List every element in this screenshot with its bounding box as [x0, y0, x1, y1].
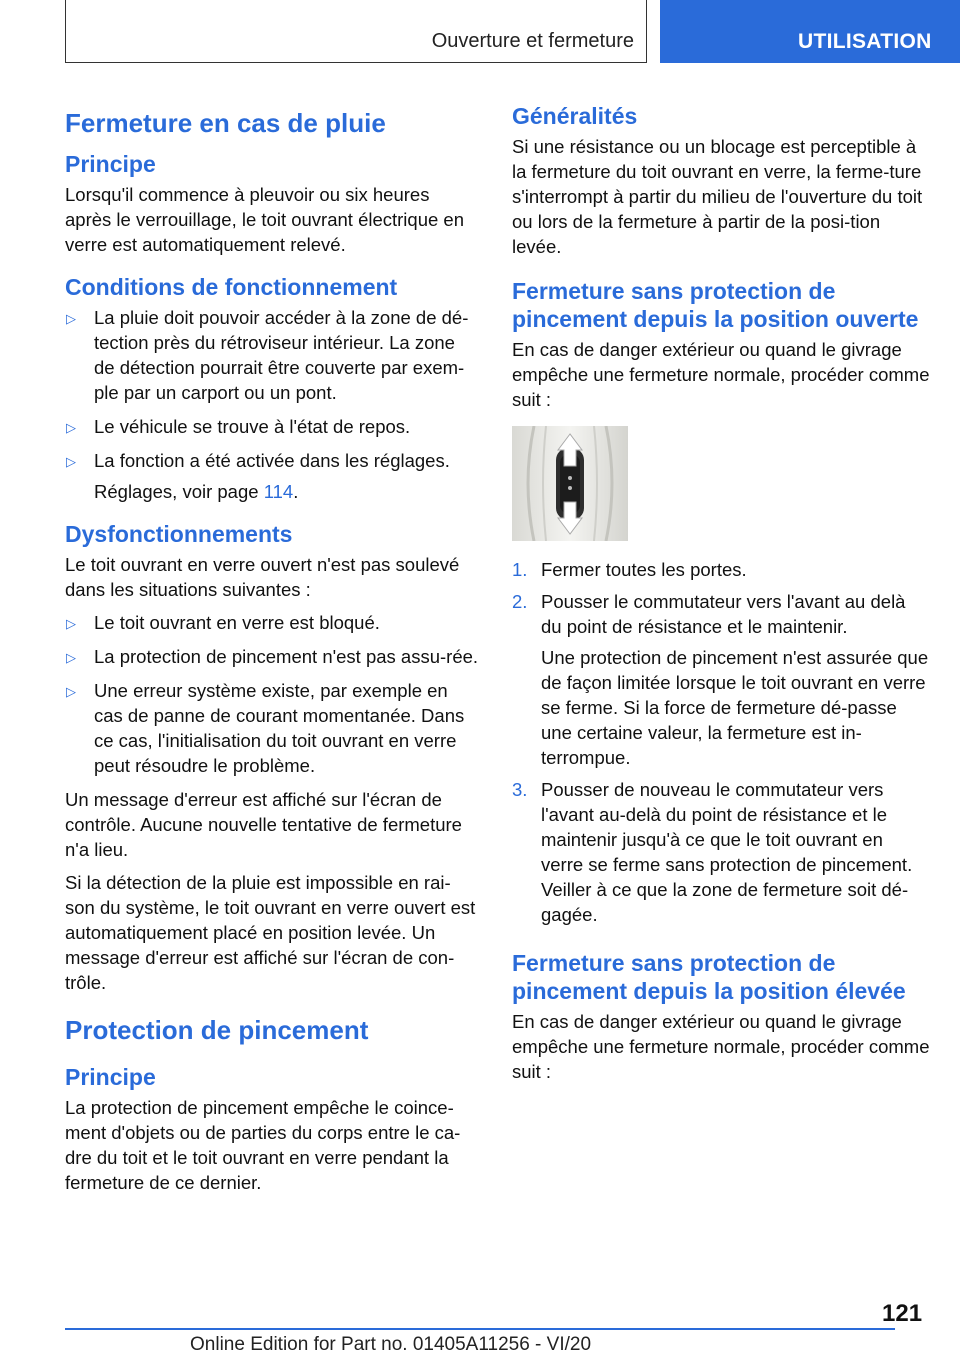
list-item: ▷ La pluie doit pouvoir accéder à la zone de dé-tection près du rétroviseur intérieur. La zone de détection pourrait être couverte par exem-ple par un carport ou un pont.	[66, 307, 469, 403]
steps-list	[512, 557, 930, 927]
dysf-intro: Le toit ouvrant en verre ouvert n'est pas soulevé dans les situations suivantes :	[65, 554, 460, 600]
header-section-title: Ouverture et fermeture	[431, 30, 634, 52]
triangle-bullet-icon: ▷	[66, 650, 76, 665]
list-item: 2. Pousser le commutateur vers l'avant au delà du point de résistance et le maintenir. Une protection de pincement n'est assurée que de façon limitée lorsque le toit ouvrant en verre se ferme. Si la force de fermeture dé-passe une certaine valeur, la fermeture est in-terrompue.	[512, 591, 929, 768]
footer-divider	[65, 1328, 895, 1330]
step-number: 1.	[512, 559, 528, 580]
list-item: ▷ La fonction a été activée dans les réglages. Réglages, voir page 114.	[65, 448, 480, 504]
triangle-bullet-icon: ▷	[66, 684, 76, 699]
list-item: ▷ Le véhicule se trouve à l'état de repos.	[65, 414, 480, 439]
footer-edition: Online Edition for Part no. 01405A11256 - VI/20	[190, 1334, 592, 1355]
list-item: ▷ Le toit ouvrant en verre est bloqué.	[65, 610, 480, 635]
section-title-rain-closing: Fermeture en cas de pluie	[65, 108, 386, 138]
settings-reference: Réglages, voir page 114.	[94, 481, 299, 502]
heading-dysfonctionnements: Dysfonctionnements	[65, 521, 293, 547]
page-number: 121	[882, 1300, 923, 1327]
step-note: Une protection de pincement n'est assurée que de façon limitée lorsque le toit ouvrant en verre se ferme. Si la force de fermeture dé-passe une certaine valeur, la fermeture est in-terrompue.	[541, 647, 929, 768]
heading-closing-raised-position: Fermeture sans protection de pincement depuis la position élevée	[512, 950, 906, 1004]
list-item: ▷ Une erreur système existe, par exemple en cas de panne de courant momentanée. Dans ce cas, l'initialisation du toit ouvrant en verre peut résoudre le problème.	[66, 680, 465, 776]
open-position-text: En cas de danger extérieur ou quand le givrage empêche une fermeture normale, procéder comme suit :	[512, 339, 930, 410]
list-item: ▷ La protection de pincement n'est pas assu-rée.	[65, 644, 480, 669]
dysf-paragraph-1: Un message d'erreur est affiché sur l'écran de contrôle. Aucune nouvelle tentative de fermeture n'a lieu.	[65, 789, 462, 860]
conditions-list	[65, 305, 480, 504]
page-link-114[interactable]: 114	[263, 481, 294, 502]
step-number: 3.	[512, 779, 528, 800]
heading-principe: Principe	[65, 151, 156, 177]
triangle-bullet-icon: ▷	[66, 454, 76, 469]
list-item: 3. Pousser de nouveau le commutateur vers l'avant au-delà du point de résistance et le maintenir jusqu'à ce que le toit ouvrant en verre se ferme sans protection de pincement. Veiller à ce que la zone de fermeture soit dé-gagée.	[512, 779, 913, 925]
triangle-bullet-icon: ▷	[66, 311, 76, 326]
roof-switch-icon	[512, 426, 628, 541]
left-column	[65, 100, 480, 1203]
heading-closing-open-position: Fermeture sans protection de pincement depuis la position ouverte	[512, 278, 919, 332]
heading-conditions: Conditions de fonctionnement	[65, 274, 398, 300]
dysf-list	[65, 610, 480, 778]
principe-text: Lorsqu'il commence à pleuvoir ou six heures après le verrouillage, le toit ouvrant électrique en verre est automatiquement relevé.	[65, 184, 465, 255]
roof-switch-illustration	[512, 426, 628, 541]
header-frame	[65, 0, 647, 63]
raised-position-text: En cas de danger extérieur ou quand le givrage empêche une fermeture normale, procéder comme suit :	[512, 1011, 930, 1082]
triangle-bullet-icon: ▷	[66, 420, 76, 435]
generalites-text: Si une résistance ou un blocage est perceptible à la fermeture du toit ouvrant en verre, la ferme-ture s'interrompt à partir du milieu de l'ouverture du toit ou lors de la fermeture à partir de la posi-tion levée.	[512, 136, 923, 257]
dysf-paragraph-2: Si la détection de la pluie est impossible en rai-son du système, le toit ouvrant en verre ouvert est automatiquement placé en position levée. Un message d'erreur est affiché sur l'écran de con-trôle.	[65, 872, 476, 993]
heading-generalites: Généralités	[512, 103, 638, 129]
step-number: 2.	[512, 591, 528, 612]
principe2-text: La protection de pincement empêche le coince-ment d'objets ou de parties du corps entre le ca-dre du toit et le toit ouvrant en verre pendant la fermeture de ce dernier.	[65, 1097, 461, 1193]
header-chapter-tab: UTILISATION	[660, 0, 960, 63]
section-title-pinch-protection: Protection de pincement	[65, 1015, 369, 1045]
right-column	[512, 98, 930, 1092]
triangle-bullet-icon: ▷	[66, 616, 76, 631]
heading-principe-2: Principe	[65, 1064, 156, 1090]
list-item: 1. Fermer toutes les portes.	[512, 559, 747, 580]
